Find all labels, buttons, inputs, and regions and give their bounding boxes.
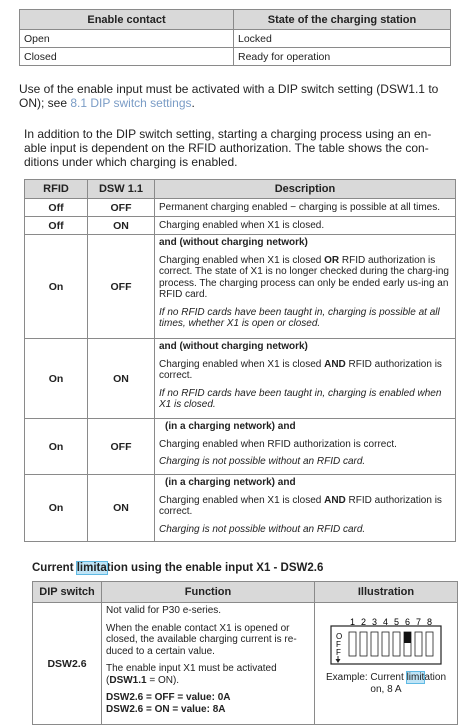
enable-contact-table — [19, 9, 451, 66]
dip-off-f1: F — [336, 640, 341, 649]
table-row: Off OFF Permanent charging enabled − charging is possible at all times. — [25, 199, 456, 217]
table-row: On OFF and (without charging network) Charging enabled when X1 is closed OR RFID authorization is correct. The state of X1 is no longer checked during the charg-ing process. The charging process can only be ended early us-ing an RFID card. If no RFID cards have been taught in, charging is possible at all times, whether X1 is open or closed. — [25, 235, 456, 339]
illustration-caption: Example: Current limitation on, 8 A — [325, 672, 447, 695]
dip-slot — [393, 632, 400, 656]
col-dip-switch: DIP switch — [33, 582, 102, 603]
table-row: On OFF (in a charging network) and Charging enabled when RFID authorization is correct. Charging is not possible without an RFID card. — [25, 419, 456, 475]
dip-slot — [371, 632, 378, 656]
dip-number-label: 7 — [415, 618, 422, 627]
dip-number-label: 6 — [404, 618, 411, 627]
search-highlight: limita — [76, 562, 107, 574]
dip-number-label: 2 — [360, 618, 367, 627]
dip-number-label: 5 — [393, 618, 400, 627]
dip-switch-illustration — [330, 618, 442, 666]
col-enable-contact: Enable contact — [20, 10, 234, 30]
dip-switch-knob-on — [404, 632, 411, 643]
dip-slot — [360, 632, 367, 656]
table-row: On ON (in a charging network) and Charging enabled when X1 is closed AND RFID authorization is correct. Charging is not possible without an RFID card. — [25, 475, 456, 542]
table-row: Off ON Charging enabled when X1 is closed. — [25, 217, 456, 235]
cell: Open — [20, 30, 234, 48]
table-row: On ON and (without charging network) Charging enabled when X1 is closed AND RFID authorization is correct. If no RFID cards have been taught in, charging is enabled when X1 is closed. — [25, 339, 456, 419]
rfid-intro-paragraph: In addition to the DIP switch setting, starting a charging process using an en- able input is dependent on the RFID authorization. The table shows the con- ditions under which charging is enabled. — [24, 127, 432, 169]
dip-slot — [415, 632, 422, 656]
dip-number-label: 8 — [426, 618, 433, 627]
rfid-conditions-table — [24, 179, 456, 542]
dip-activation-paragraph: Use of the enable input must be activated with a DIP switch setting (DSW1.1 to ON); see 8.1 DIP switch settings. — [19, 82, 439, 110]
cell: Ready for operation — [234, 48, 451, 66]
dip-number-label: 1 — [349, 618, 356, 627]
dip-settings-link[interactable]: 8.1 DIP switch settings — [70, 96, 192, 110]
dip-slot — [349, 632, 356, 656]
col-illustration: Illustration — [315, 582, 458, 603]
cell: Locked — [234, 30, 451, 48]
col-description: Description — [155, 180, 456, 199]
illustration-cell — [315, 603, 458, 725]
col-station-state: State of the charging station — [234, 10, 451, 30]
table-row: DSW2.6 Not valid for P30 e-series. When the enable contact X1 is opened or closed, the available charging current is re-duced to a certain value. The enable input X1 must be activated (DSW1.1 = ON). DSW2.6 = OFF = value: 0A DSW2.6 = ON = value: 8A 1 2 3 4 5 6 7 8 O F F Example: Current limitation on, 8 A — [33, 603, 458, 725]
dip-number-label: 4 — [382, 618, 389, 627]
search-highlight: limit — [406, 672, 425, 683]
dip-off-f2: F — [336, 648, 341, 657]
section-title: Current limitation using the enable input X1 - DSW2.6 — [32, 562, 324, 574]
current-limitation-table — [32, 581, 458, 725]
col-function: Function — [102, 582, 315, 603]
table-row — [20, 30, 451, 48]
dip-slot — [426, 632, 433, 656]
col-dsw: DSW 1.1 — [88, 180, 155, 199]
cell: Closed — [20, 48, 234, 66]
dip-number-label: 3 — [371, 618, 378, 627]
dip-slot — [382, 632, 389, 656]
table-row — [20, 48, 451, 66]
dip-off-o: O — [336, 632, 343, 641]
dip-switch-name: DSW2.6 — [33, 603, 102, 725]
col-rfid: RFID — [25, 180, 88, 199]
